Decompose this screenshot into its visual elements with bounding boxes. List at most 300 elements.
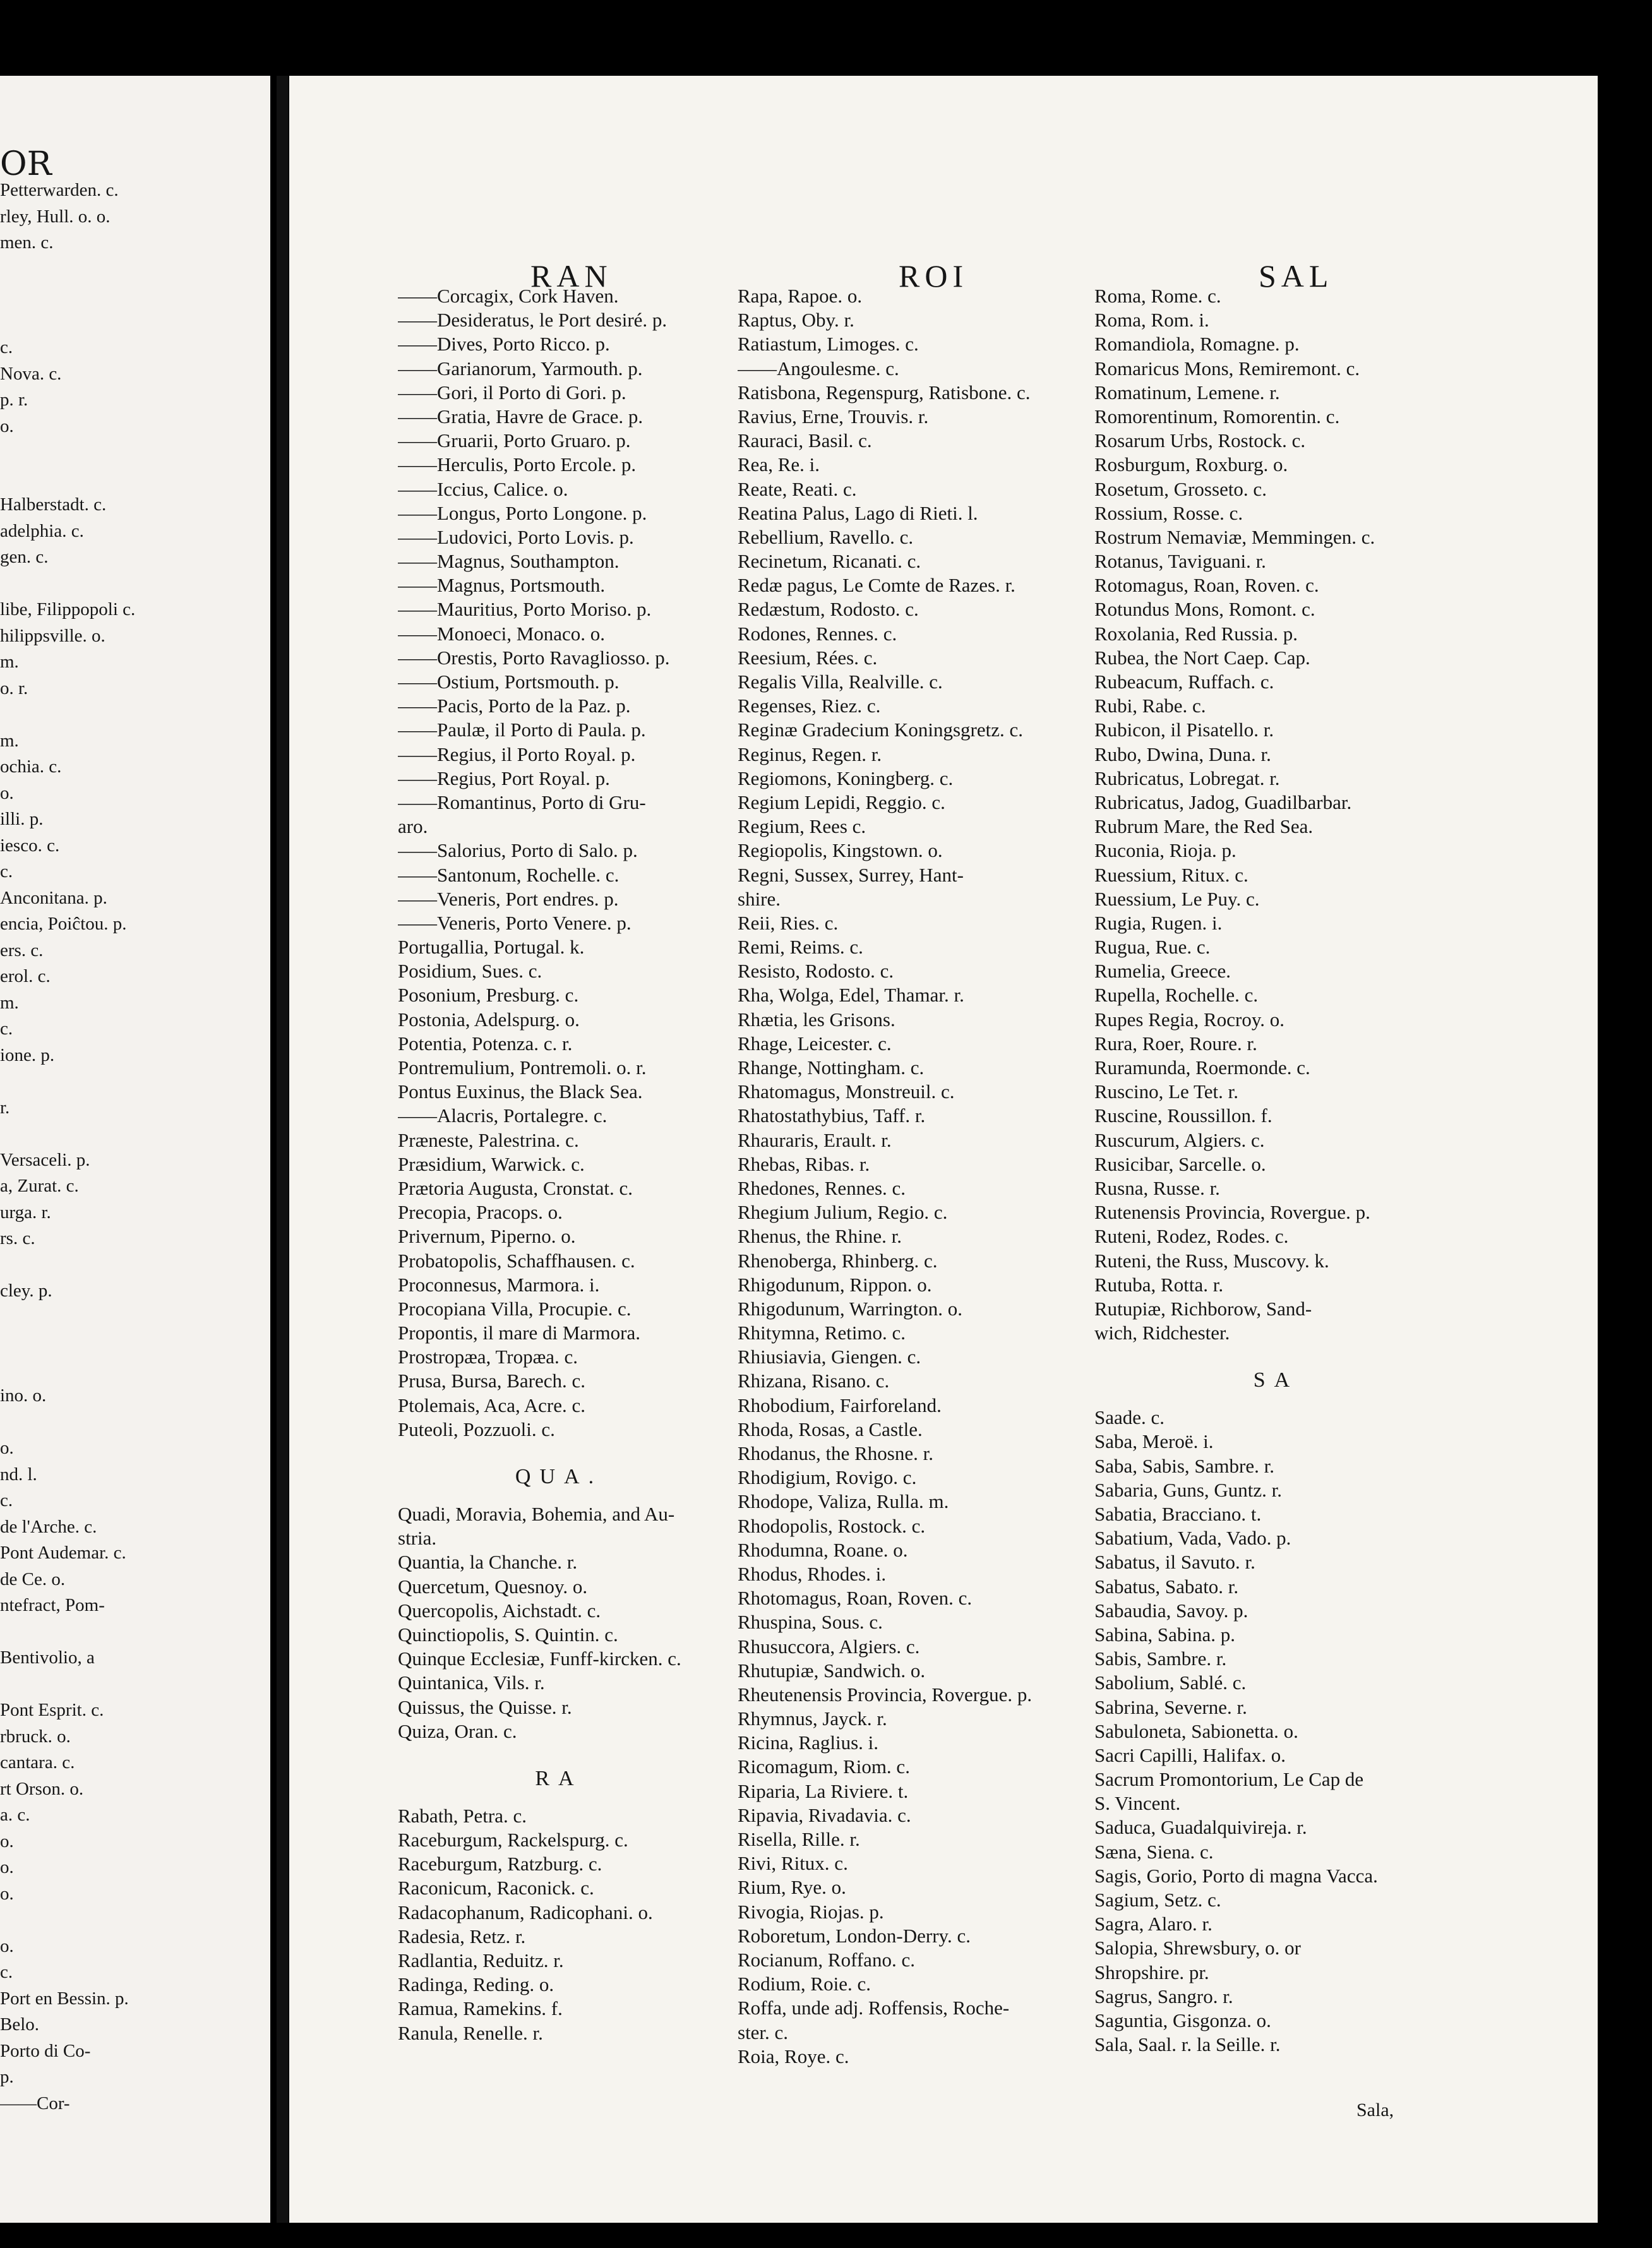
dictionary-entry-line: Propontis, il mare di Marmora. — [398, 1322, 640, 1344]
left-page-fragment — [0, 76, 270, 2223]
dictionary-entry-line: Salopia, Shrewsbury, o. or — [1094, 1937, 1301, 1959]
dictionary-entry-line: wich, Ridchester. — [1094, 1322, 1230, 1344]
dictionary-entry-line: ——Orestis, Porto Ravagliosso. p. — [398, 646, 670, 669]
dictionary-entry-line: o. — [0, 416, 14, 436]
dictionary-entry-line: Roboretum, London-Derry. c. — [738, 1924, 971, 1947]
dictionary-entry-line: Sæna, Siena. c. — [1094, 1840, 1214, 1863]
dictionary-entry-line: Rabath, Petra. c. — [398, 1804, 527, 1827]
dictionary-entry-line: Sabatus, Sabato. r. — [1094, 1575, 1239, 1598]
dictionary-entry-line: Præsidium, Warwick. c. — [398, 1152, 585, 1175]
dictionary-entry-line: m. — [0, 992, 19, 1013]
dictionary-entry-line: ——Ludovici, Porto Lovis. p. — [398, 525, 634, 548]
dictionary-entry-line: Sabatium, Vada, Vado. p. — [1094, 1527, 1291, 1550]
dictionary-entry-line: Roxolania, Red Russia. p. — [1094, 622, 1298, 645]
dictionary-entry-line: c. — [0, 1019, 13, 1039]
dictionary-entry-line: Sabaria, Guns, Guntz. r. — [1094, 1478, 1283, 1501]
dictionary-entry-line: Rhodanus, the Rhosne. r. — [738, 1442, 933, 1464]
dictionary-entry-line: Prostropæa, Tropæa. c. — [398, 1346, 578, 1368]
dictionary-entry-line: Rhedones, Rennes. c. — [738, 1176, 906, 1199]
section-heading: RA — [535, 1766, 583, 1790]
column-header-roi: ROI — [899, 258, 969, 294]
dictionary-entry-line: Rhauraris, Erault. r. — [738, 1128, 892, 1151]
dictionary-entry-line — [0, 573, 135, 600]
dictionary-entry-line: ——Paulæ, il Porto di Paula. p. — [398, 719, 646, 741]
dictionary-entry-line: Reatina Palus, Lago di Rieti. l. — [738, 501, 978, 524]
dictionary-entry-line: Regium, Rees c. — [738, 815, 866, 838]
dictionary-entry-line: c. — [0, 337, 13, 357]
dictionary-entry-line: Ruscine, Roussillon. f. — [1094, 1104, 1272, 1127]
dictionary-entry-line: a, Zurat. c. — [0, 1176, 79, 1196]
dictionary-entry-line: Porto di Co- — [0, 2040, 91, 2061]
dictionary-entry-line: Quadi, Moravia, Bohemia, and Au- — [398, 1503, 675, 1525]
dictionary-entry-line: ——Dives, Porto Ricco. p. — [398, 333, 610, 356]
dictionary-entry-line: Saba, Meroë. i. — [1094, 1430, 1214, 1453]
dictionary-entry-line: Reesium, Rées. c. — [738, 646, 878, 669]
dictionary-entry-line: nd. l. — [0, 1464, 37, 1485]
dictionary-entry-line: Rostrum Nemaviæ, Memmingen. c. — [1094, 525, 1375, 548]
dictionary-entry-line: Rupes Regia, Rocroy. o. — [1094, 1008, 1285, 1031]
dictionary-entry-line: ers. c. — [0, 940, 44, 960]
dictionary-entry-line: Rheutenensis Provincia, Rovergue. p. — [738, 1683, 1032, 1706]
dictionary-entry-line: Rea, Re. i. — [738, 453, 820, 476]
dictionary-entry-line: Ravius, Erne, Trouvis. r. — [738, 405, 929, 427]
dictionary-entry-line: Nova. c. — [0, 363, 62, 384]
dictionary-entry-line: Rhebas, Ribas. r. — [738, 1152, 870, 1175]
dictionary-entry-line: Rhigodunum, Warrington. o. — [738, 1297, 963, 1320]
dictionary-entry-line: Ruscino, Le Tet. r. — [1094, 1080, 1239, 1103]
dictionary-entry-line: Sagrus, Sangro. r. — [1094, 1985, 1233, 2007]
dictionary-entry-line: m. — [0, 652, 19, 672]
dictionary-entry-line: Rusna, Russe. r. — [1094, 1176, 1220, 1199]
dictionary-entry-line: ——Garianorum, Yarmouth. p. — [398, 357, 643, 380]
dictionary-entry-line: Quercetum, Quesnoy. o. — [398, 1575, 588, 1598]
dictionary-entry-line: Reginus, Regen. r. — [738, 743, 882, 765]
dictionary-entry-line: de l'Arche. c. — [0, 1516, 97, 1537]
dictionary-entry-line — [0, 442, 135, 469]
dictionary-entry-line: Rhodumna, Roane. o. — [738, 1538, 908, 1561]
dictionary-entry-line: Regiomons, Koningberg. c. — [738, 767, 954, 789]
dictionary-entry-line — [0, 311, 135, 338]
dictionary-entry-line — [0, 1071, 135, 1097]
dictionary-entry-line: Rhætia, les Grisons. — [738, 1008, 895, 1031]
dictionary-entry-line: gen. c. — [0, 547, 49, 567]
dictionary-entry-line — [0, 1910, 135, 1936]
dictionary-entry-line: c. — [0, 861, 13, 882]
dictionary-entry-line: ——Magnus, Southampton. — [398, 550, 620, 573]
dictionary-entry-line: Rugua, Rue. c. — [1094, 936, 1211, 959]
dictionary-entry-line: Rhenoberga, Rhinberg. c. — [738, 1249, 938, 1272]
dictionary-entry-line: a. c. — [0, 1805, 30, 1825]
dictionary-entry-line: Pont Audemar. c. — [0, 1543, 126, 1563]
dictionary-entry-line: Posidium, Sues. c. — [398, 960, 542, 983]
dictionary-entry-line: Radesia, Retz. r. — [398, 1925, 526, 1947]
dictionary-entry-line: Rutenensis Provincia, Rovergue. p. — [1094, 1201, 1370, 1224]
dictionary-entry-line: Ripavia, Rivadavia. c. — [738, 1803, 911, 1826]
dictionary-entry-line: ——Mauritius, Porto Moriso. p. — [398, 598, 652, 621]
dictionary-entry-line: Rhusuccora, Algiers. c. — [738, 1635, 920, 1658]
dictionary-entry-line: Ratiastum, Limoges. c. — [738, 333, 919, 356]
dictionary-entry-line: Rhodope, Valiza, Rulla. m. — [738, 1490, 949, 1513]
dictionary-entry-line: Rotundus Mons, Romont. c. — [1094, 598, 1315, 621]
section-heading: SA — [1253, 1368, 1299, 1392]
dictionary-entry-line: Rhodigium, Rovigo. c. — [738, 1466, 917, 1489]
dictionary-entry-line: Reate, Reati. c. — [738, 477, 857, 500]
dictionary-entry-line: Sabatus, il Savuto. r. — [1094, 1551, 1255, 1574]
dictionary-entry-line: ——Veneris, Porto Venere. p. — [398, 911, 631, 934]
dictionary-entry-line: Rubi, Rabe. c. — [1094, 695, 1206, 717]
dictionary-entry-line: Proconnesus, Marmora. i. — [398, 1273, 600, 1296]
dictionary-entry-line: Portugallia, Portugal. k. — [398, 936, 585, 959]
column-header-ran: RAN — [530, 258, 613, 294]
dictionary-entry-line: Quiza, Oran. c. — [398, 1719, 517, 1742]
dictionary-entry-line: Quissus, the Quisse. r. — [398, 1695, 572, 1718]
dictionary-entry-line: Rodium, Roie. c. — [738, 1973, 871, 1995]
dictionary-entry-line: Rubricatus, Jadog, Guadilbarbar. — [1094, 791, 1352, 813]
main-page — [289, 76, 1598, 2223]
dictionary-entry-line: men. c. — [0, 232, 54, 253]
dictionary-entry-line: Rhegium Julium, Regio. c. — [738, 1201, 948, 1224]
dictionary-entry-line: Regalis Villa, Realville. c. — [738, 671, 943, 693]
dictionary-entry-line: Rhatostathybius, Taff. r. — [738, 1104, 926, 1127]
dictionary-entry-line: encia, Poiĉtou. p. — [0, 914, 127, 934]
dictionary-entry-line: Rhange, Nottingham. c. — [738, 1056, 925, 1079]
dictionary-entry-line: ——Salorius, Porto di Salo. p. — [398, 839, 638, 862]
dictionary-entry-line: Probatopolis, Schaffhausen. c. — [398, 1249, 635, 1272]
dictionary-entry-line: Ruessium, Ritux. c. — [1094, 863, 1248, 886]
dictionary-column-1 — [398, 284, 720, 2045]
dictionary-entry-line: Rubicon, il Pisatello. r. — [1094, 719, 1274, 741]
column-header-sal: SAL — [1259, 258, 1334, 294]
dictionary-entry-line: Posonium, Presburg. c. — [398, 984, 579, 1007]
dictionary-entry-line: Rhotomagus, Roan, Roven. c. — [738, 1587, 973, 1610]
dictionary-entry-line: Rhizana, Risano. c. — [738, 1370, 890, 1392]
dictionary-entry-line: Saba, Sabis, Sambre. r. — [1094, 1454, 1274, 1477]
dictionary-entry-line: Rubrum Mare, the Red Sea. — [1094, 815, 1314, 838]
dictionary-column-3 — [1094, 284, 1457, 2057]
dictionary-entry-line: Ramua, Ramekins. f. — [398, 1997, 563, 2020]
dictionary-entry-line: ——Alacris, Portalegre. c. — [398, 1104, 608, 1127]
dictionary-entry-line — [0, 1255, 135, 1281]
dictionary-entry-line: stria. — [398, 1527, 437, 1550]
dictionary-entry-line: Remi, Reims. c. — [738, 936, 863, 959]
dictionary-entry-line: Raptus, Oby. r. — [738, 309, 854, 332]
dictionary-entry-line: Sabuloneta, Sabionetta. o. — [1094, 1719, 1298, 1742]
dictionary-entry-line: Regenses, Riez. c. — [738, 695, 881, 717]
dictionary-entry-line: de Ce. o. — [0, 1569, 66, 1589]
dictionary-entry-line — [0, 285, 135, 311]
dictionary-entry-line: Quintanica, Vils. r. — [398, 1671, 545, 1694]
dictionary-entry-line: Rhatomagus, Monstreuil. c. — [738, 1080, 955, 1103]
dictionary-entry-line: Raceburgum, Ratzburg. c. — [398, 1853, 602, 1875]
dictionary-entry-line: Ranula, Renelle. r. — [398, 2021, 543, 2044]
dictionary-entry-line: Puteoli, Pozzuoli. c. — [398, 1418, 555, 1440]
dictionary-entry-line: Romatinum, Lemene. r. — [1094, 381, 1280, 404]
dictionary-entry-line: rs. c. — [0, 1228, 35, 1248]
dictionary-entry-line: ntefract, Pom- — [0, 1595, 105, 1615]
dictionary-entry-line: ——Cor- — [0, 2093, 70, 2113]
dictionary-entry-line: Ruramunda, Roermonde. c. — [1094, 1056, 1310, 1079]
dictionary-entry-line: Rhigodunum, Rippon. o. — [738, 1273, 932, 1296]
dictionary-entry-line: rley, Hull. o. o. — [0, 206, 111, 227]
dictionary-entry-line: shire. — [738, 887, 781, 910]
dictionary-entry-line: Rhuspina, Sous. c. — [738, 1611, 883, 1634]
dictionary-entry-line: Rubricatus, Lobregat. r. — [1094, 767, 1280, 789]
dictionary-entry-line: Ruteni, the Russ, Muscovy. k. — [1094, 1249, 1329, 1272]
dictionary-entry-line — [0, 469, 135, 495]
catchword: Sala, — [1356, 2100, 1394, 2120]
dictionary-entry-line: Rossium, Rosse. c. — [1094, 501, 1243, 524]
dictionary-entry-line: Raconicum, Raconick. c. — [398, 1877, 594, 1899]
dictionary-entry-line: Rhiusiavia, Giengen. c. — [738, 1346, 921, 1368]
dictionary-entry-line: erol. c. — [0, 966, 51, 986]
dictionary-entry-line: Rutupiæ, Richborow, Sand- — [1094, 1297, 1312, 1320]
dictionary-entry-line: Quercopolis, Aichstadt. c. — [398, 1599, 601, 1622]
dictionary-entry-line: Rhage, Leicester. c. — [738, 1032, 892, 1055]
dictionary-entry-line: iesco. c. — [0, 835, 60, 856]
dictionary-entry-line: c. — [0, 1962, 13, 1982]
dictionary-entry-line: Romorentinum, Romorentin. c. — [1094, 405, 1340, 427]
dictionary-entry-line: ——Iccius, Calice. o. — [398, 477, 568, 500]
dictionary-entry-line: Rosburgum, Roxburg. o. — [1094, 453, 1288, 476]
dictionary-entry-line: ochia. c. — [0, 756, 62, 777]
dictionary-entry-line: Roma, Rom. i. — [1094, 309, 1209, 332]
dictionary-entry-line: o. — [0, 782, 14, 803]
dictionary-entry-line: Rhenus, the Rhine. r. — [738, 1225, 902, 1248]
dictionary-entry-line: Saduca, Guadalquivireja. r. — [1094, 1816, 1307, 1839]
dictionary-entry-line: Procopiana Villa, Procupie. c. — [398, 1297, 631, 1320]
dictionary-entry-line: Potentia, Potenza. c. r. — [398, 1032, 573, 1055]
dictionary-entry-line: Rugia, Rugen. i. — [1094, 911, 1223, 934]
dictionary-entry-line: Rivogia, Riojas. p. — [738, 1900, 884, 1923]
book-gutter — [277, 76, 288, 2223]
dictionary-entry-line: Sabis, Sambre. r. — [1094, 1647, 1227, 1670]
dictionary-entry-line: adelphia. c. — [0, 520, 84, 541]
dictionary-entry-line: urga. r. — [0, 1202, 51, 1223]
dictionary-entry-line — [0, 259, 135, 285]
dictionary-entry-line: cantara. c. — [0, 1752, 75, 1773]
dictionary-entry-line: Shropshire. pr. — [1094, 1961, 1209, 1983]
dictionary-entry-line — [0, 1360, 135, 1386]
dictionary-entry-line: Regni, Sussex, Surrey, Hant- — [738, 863, 964, 886]
dictionary-entry-line: Versaceli. p. — [0, 1149, 90, 1170]
dictionary-entry-line: Rutuba, Rotta. r. — [1094, 1273, 1224, 1296]
dictionary-entry-line: Radlantia, Reduitz. r. — [398, 1949, 564, 1971]
dictionary-entry-line: Rumelia, Greece. — [1094, 960, 1231, 983]
dictionary-entry-line: ——Desideratus, le Port desiré. p. — [398, 309, 667, 332]
dictionary-entry-line: Rhoda, Rosas, a Castle. — [738, 1418, 923, 1440]
dictionary-entry-line: S. Vincent. — [1094, 1792, 1181, 1815]
dictionary-entry-line: ——Longus, Porto Longone. p. — [398, 501, 647, 524]
dictionary-entry-line: Roia, Roye. c. — [738, 2045, 849, 2067]
dictionary-entry-line: r. — [0, 1097, 10, 1118]
dictionary-entry-line: Radinga, Reding. o. — [398, 1973, 554, 1996]
dictionary-entry-line: Sabaudia, Savoy. p. — [1094, 1599, 1248, 1622]
dictionary-entry-line: ——Pacis, Porto de la Paz. p. — [398, 695, 631, 717]
dictionary-entry-line: Rotomagus, Roan, Roven. c. — [1094, 574, 1319, 597]
dictionary-entry-line: Petterwarden. c. — [0, 180, 119, 200]
dictionary-entry-line: Pont Esprit. c. — [0, 1700, 104, 1720]
dictionary-entry-line: p. — [0, 2067, 14, 2087]
dictionary-entry-line: Rhymnus, Jayck. r. — [738, 1707, 887, 1730]
dictionary-entry-line: Regiopolis, Kingstown. o. — [738, 839, 943, 862]
dictionary-entry-line: Rhobodium, Fairforeland. — [738, 1394, 942, 1416]
dictionary-entry-line: ——Gori, il Porto di Gori. p. — [398, 381, 626, 404]
dictionary-entry-line: Rusicibar, Sarcelle. o. — [1094, 1152, 1266, 1175]
dictionary-entry-line: Rupella, Rochelle. c. — [1094, 984, 1259, 1007]
dictionary-entry-line: rt Orson. o. — [0, 1778, 84, 1799]
dictionary-entry-line: Sagra, Alaro. r. — [1094, 1913, 1212, 1935]
dictionary-entry-line: ——Corcagix, Cork Haven. — [398, 285, 619, 307]
dictionary-entry-line: Sabrina, Severne. r. — [1094, 1695, 1247, 1718]
dictionary-entry-line: Riparia, La Riviere. t. — [738, 1779, 909, 1802]
dictionary-entry-line: Præneste, Palestrina. c. — [398, 1128, 579, 1151]
dictionary-entry-line: ino. o. — [0, 1385, 47, 1406]
dictionary-entry-line: Sabina, Sabina. p. — [1094, 1623, 1235, 1646]
dictionary-entry-line: Roma, Rome. c. — [1094, 285, 1221, 307]
dictionary-entry-line: Pontremulium, Pontremoli. o. r. — [398, 1056, 647, 1079]
dictionary-entry-line: Roffa, unde adj. Roffensis, Roche- — [738, 1997, 1010, 2019]
dictionary-entry-line: Ratisbona, Regenspurg, Ratisbone. c. — [738, 381, 1031, 404]
dictionary-entry-line: Precopia, Pracops. o. — [398, 1201, 563, 1224]
dictionary-entry-line: illi. p. — [0, 809, 44, 829]
dictionary-entry-line: ——Santonum, Rochelle. c. — [398, 863, 620, 886]
dictionary-entry-line: Rapa, Rapoe. o. — [738, 285, 863, 307]
dictionary-entry-line: c. — [0, 1490, 13, 1510]
dictionary-entry-line: Ruscurum, Algiers. c. — [1094, 1128, 1265, 1151]
dictionary-entry-line: Rium, Rye. o. — [738, 1876, 846, 1899]
dictionary-entry-line: cley. p. — [0, 1281, 52, 1301]
dictionary-entry-line: Sacrum Promontorium, Le Cap de — [1094, 1768, 1364, 1791]
dictionary-entry-line: o. — [0, 1857, 14, 1877]
dictionary-entry-line: Risella, Rille. r. — [738, 1828, 860, 1850]
dictionary-entry-line: Reii, Ries. c. — [738, 911, 839, 934]
dictionary-entry-line — [0, 1674, 135, 1701]
dictionary-entry-line: Rura, Roer, Roure. r. — [1094, 1032, 1257, 1055]
dictionary-entry-line: aro. — [398, 815, 428, 838]
dictionary-entry-line: Prætoria Augusta, Cronstat. c. — [398, 1176, 633, 1199]
dictionary-entry-line: Bentivolio, a — [0, 1647, 95, 1668]
dictionary-entry-line: Sagium, Setz. c. — [1094, 1889, 1221, 1911]
dictionary-entry-line — [0, 1307, 135, 1334]
dictionary-entry-line: Rubeacum, Ruffach. c. — [1094, 671, 1274, 693]
dictionary-entry-line: Regium Lepidi, Reggio. c. — [738, 791, 945, 813]
dictionary-entry-line: Sabatia, Bracciano. t. — [1094, 1503, 1262, 1525]
dictionary-entry-line: Ricomagum, Riom. c. — [738, 1755, 910, 1778]
dictionary-entry-line: o. — [0, 1935, 14, 1956]
dictionary-entry-line: Saguntia, Gisgonza. o. — [1094, 2009, 1271, 2031]
dictionary-entry-line: Rosarum Urbs, Rostock. c. — [1094, 429, 1306, 452]
dictionary-entry-line: ——Veneris, Port endres. p. — [398, 887, 619, 910]
dictionary-entry-line: Resisto, Rodosto. c. — [738, 960, 894, 983]
dictionary-entry-line: o. — [0, 1883, 14, 1904]
dictionary-column-2 — [738, 284, 1082, 2069]
dictionary-entry-line: o. — [0, 1831, 14, 1851]
dictionary-entry-line: Ptolemais, Aca, Acre. c. — [398, 1394, 585, 1416]
dictionary-entry-line: Prusa, Bursa, Barech. c. — [398, 1370, 585, 1392]
dictionary-entry-line: Rhutupiæ, Sandwich. o. — [738, 1659, 926, 1682]
dictionary-entry-line: Sacri Capilli, Halifax. o. — [1094, 1743, 1286, 1766]
dictionary-entry-line: o. r. — [0, 678, 28, 698]
dictionary-entry-line: m. — [0, 730, 19, 751]
dictionary-entry-line: ——Gruarii, Porto Gruaro. p. — [398, 429, 631, 452]
dictionary-entry-line: Rha, Wolga, Edel, Thamar. r. — [738, 984, 964, 1007]
dictionary-entry-line: Privernum, Piperno. o. — [398, 1225, 576, 1248]
dictionary-entry-line: Reginæ Gradecium Koningsgretz. c. — [738, 719, 1023, 741]
dictionary-entry-line: rbruck. o. — [0, 1726, 71, 1747]
dictionary-entry-line: ——Angoulesme. c. — [738, 357, 899, 380]
left-page-lines — [0, 180, 135, 2119]
dictionary-entry-line: Rebellium, Ravello. c. — [738, 525, 914, 548]
dictionary-entry-line: ——Gratia, Havre de Grace. p. — [398, 405, 643, 427]
dictionary-entry-line — [0, 1622, 135, 1648]
dictionary-entry-line: ——Regius, Port Royal. p. — [398, 767, 610, 789]
dictionary-entry-line: Ruessium, Le Puy. c. — [1094, 887, 1260, 910]
dictionary-entry-line: hilippsville. o. — [0, 625, 105, 646]
dictionary-entry-line: Belo. — [0, 2014, 40, 2035]
dictionary-entry-line: Rocianum, Roffano. c. — [738, 1948, 915, 1971]
dictionary-entry-line: Rhodus, Rhodes. i. — [738, 1562, 887, 1585]
dictionary-entry-line: ——Regius, il Porto Royal. p. — [398, 743, 636, 765]
dictionary-entry-line: Redæstum, Rodosto. c. — [738, 598, 919, 621]
dictionary-entry-line: Halberstadt. c. — [0, 494, 107, 515]
dictionary-entry-line: ——Magnus, Portsmouth. — [398, 574, 606, 597]
dictionary-entry-line: Romaricus Mons, Remiremont. c. — [1094, 357, 1360, 380]
dictionary-entry-line: Quinque Ecclesiæ, Funff-kircken. c. — [398, 1647, 681, 1670]
dictionary-entry-line: Pontus Euxinus, the Black Sea. — [398, 1080, 643, 1103]
dictionary-entry-line: ——Monoeci, Monaco. o. — [398, 622, 606, 645]
dictionary-entry-line: Postonia, Adelspurg. o. — [398, 1008, 580, 1031]
dictionary-entry-line: Quinctiopolis, S. Quintin. c. — [398, 1623, 618, 1646]
dictionary-entry-line: Sabolium, Sablé. c. — [1094, 1671, 1247, 1694]
dictionary-entry-line: Recinetum, Ricanati. c. — [738, 550, 921, 573]
dictionary-entry-line: Ricina, Raglius. i. — [738, 1731, 879, 1754]
dictionary-entry-line: Saade. c. — [1094, 1406, 1165, 1429]
dictionary-entry-line: Romandiola, Romagne. p. — [1094, 333, 1300, 356]
dictionary-entry-line: Rhodopolis, Rostock. c. — [738, 1514, 926, 1537]
dictionary-entry-line: libe, Filippopoli c. — [0, 599, 136, 619]
dictionary-entry-line: ——Romantinus, Porto di Gru- — [398, 791, 646, 813]
dictionary-entry-line: ——Herculis, Porto Ercole. p. — [398, 453, 637, 476]
dictionary-entry-line: Radacophanum, Radicophani. o. — [398, 1901, 653, 1923]
dictionary-entry-line: ster. c. — [738, 2021, 789, 2043]
dictionary-entry-line — [0, 1412, 135, 1438]
dictionary-entry-line: p. r. — [0, 390, 28, 410]
dictionary-entry-line: Rhitymna, Retimo. c. — [738, 1322, 906, 1344]
dictionary-entry-line: ione. p. — [0, 1044, 55, 1065]
dictionary-entry-line: Quantia, la Chanche. r. — [398, 1551, 578, 1574]
dictionary-entry-line: Ruconia, Rioja. p. — [1094, 839, 1236, 862]
dictionary-entry-line: Anconitana. p. — [0, 887, 107, 908]
section-heading: QUA. — [515, 1465, 603, 1488]
dictionary-entry-line: Rubo, Dwina, Duna. r. — [1094, 743, 1271, 765]
dictionary-entry-line — [0, 1333, 135, 1360]
dictionary-entry-line: ——Ostium, Portsmouth. p. — [398, 671, 620, 693]
dictionary-entry-line: Sala, Saal. r. la Seille. r. — [1094, 2033, 1281, 2056]
dictionary-entry-line — [0, 704, 135, 731]
dictionary-entry-line: Ruteni, Rodez, Rodes. c. — [1094, 1225, 1289, 1248]
dictionary-entry-line — [0, 1123, 135, 1150]
dictionary-entry-line: Rivi, Ritux. c. — [738, 1852, 848, 1875]
dictionary-entry-line: Rosetum, Grosseto. c. — [1094, 477, 1267, 500]
dictionary-entry-line: Raceburgum, Rackelspurg. c. — [398, 1829, 628, 1851]
dictionary-entry-line: Port en Bessin. p. — [0, 1988, 129, 2009]
dictionary-entry-line: Sagis, Gorio, Porto di magna Vacca. — [1094, 1864, 1378, 1887]
dictionary-entry-line: Redæ pagus, Le Comte de Razes. r. — [738, 574, 1015, 597]
dictionary-entry-line: o. — [0, 1438, 14, 1458]
left-page-header: OR — [0, 145, 52, 183]
dictionary-entry-line: Rotanus, Taviguani. r. — [1094, 550, 1266, 573]
dictionary-entry-line: Rodones, Rennes. c. — [738, 622, 897, 645]
